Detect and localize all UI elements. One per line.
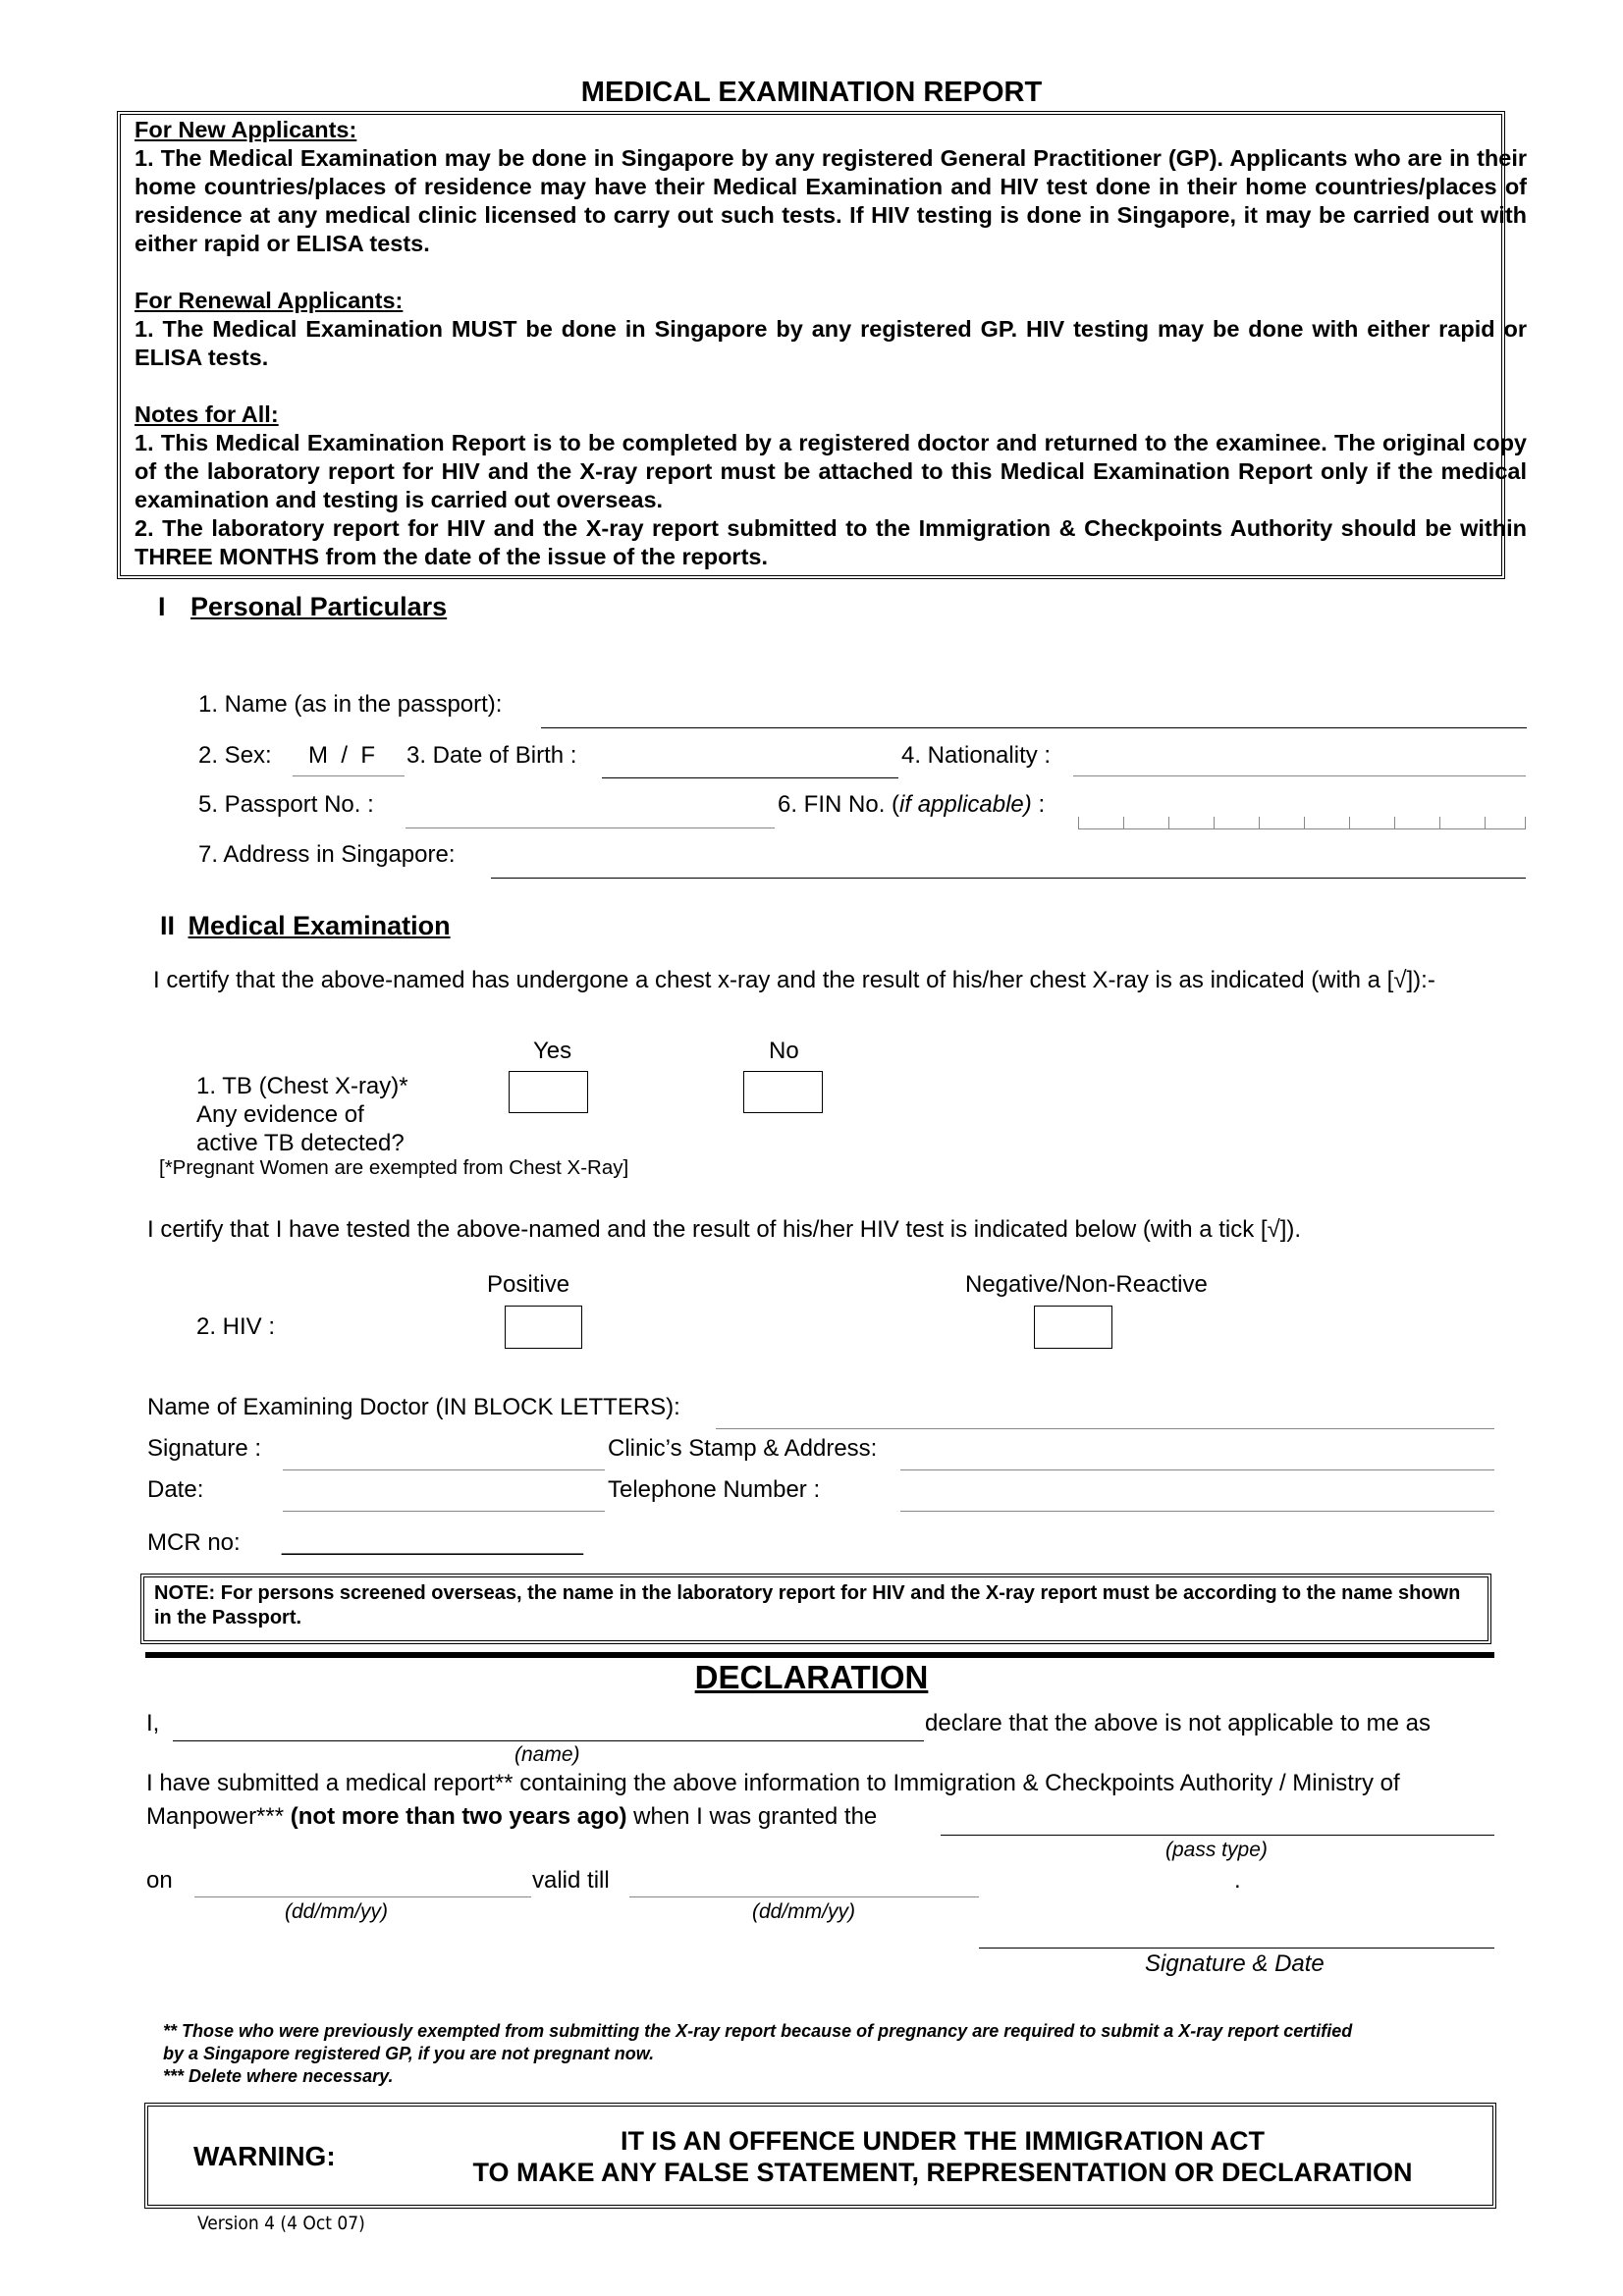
renewal-applicants-heading: For Renewal Applicants: — [135, 288, 404, 313]
negative-label: Negative/Non-Reactive — [965, 1271, 1208, 1298]
warning-text — [432, 2125, 1453, 2188]
telephone-label: Telephone Number : — [608, 1476, 821, 1503]
hiv-positive-checkbox[interactable] — [505, 1306, 582, 1349]
section-1-title: Personal Particulars — [190, 592, 448, 621]
positive-label: Positive — [487, 1271, 570, 1298]
section-1-heading — [158, 592, 447, 622]
telephone-field[interactable] — [900, 1511, 1494, 1512]
page-title: MEDICAL EXAMINATION REPORT — [580, 77, 1043, 108]
section-2-heading — [160, 911, 451, 941]
tb-label-line1: 1. TB (Chest X-ray)* — [196, 1073, 408, 1099]
tb-yes-checkbox[interactable] — [509, 1071, 588, 1113]
warning-line-1: IT IS AN OFFENCE UNDER THE IMMIGRATION ACT — [621, 2126, 1265, 2156]
dob-label: 3. Date of Birth : — [406, 742, 577, 769]
clinic-stamp-label: Clinic’s Stamp & Address: — [608, 1435, 878, 1462]
pregnant-note: [*Pregnant Women are exempted from Chest X-Ray] — [159, 1156, 629, 1179]
notes-text-1: 1. This Medical Examination Report is to be completed by a registered doctor and returned to the examinee. The original copy of the laboratory report for HIV and the X-ray report must be attached to this Medical Examination Report only if the medical examination and testing is carried out overseas. — [135, 430, 1527, 512]
signature-date-label: Signature & Date — [1145, 1950, 1325, 1977]
address-field[interactable] — [491, 878, 1526, 879]
doctor-name-field[interactable] — [716, 1428, 1494, 1429]
instructions-text — [135, 116, 1527, 571]
declaration-heading: DECLARATION — [694, 1659, 929, 1695]
fin-field[interactable] — [1078, 815, 1526, 829]
on-date-hint: (dd/mm/yy) — [285, 1900, 388, 1923]
footnote-line-2: by a Singapore registered GP, if you are not pregnant now. — [163, 2044, 655, 2063]
sex-options[interactable]: M / F — [308, 742, 375, 769]
new-applicants-text: 1. The Medical Examination may be done in Singapore by any registered General Practitioner (GP). Applicants who are in their home countries/places of residence may have their Medical Examination and HIV test done in their home countries/places of residence at any medical clinic licensed to carry out such tests. If HIV testing is done in Singapore, it may be carried out with either rapid or ELISA tests. — [135, 145, 1527, 256]
declare-text: declare that the above is not applicable to me as — [925, 1710, 1431, 1736]
dob-field[interactable] — [602, 777, 898, 778]
hiv-negative-checkbox[interactable] — [1034, 1306, 1112, 1349]
warning-line-2: TO MAKE ANY FALSE STATEMENT, REPRESENTATION OR DECLARATION — [472, 2158, 1413, 2187]
name-field[interactable] — [541, 727, 1527, 728]
nationality-label: 4. Nationality : — [901, 742, 1052, 769]
footnote-line-3: *** Delete where necessary. — [163, 2066, 394, 2086]
nationality-field[interactable] — [1073, 775, 1526, 776]
doctor-name-label: Name of Examining Doctor (IN BLOCK LETTERS): — [147, 1394, 680, 1420]
signature-field[interactable] — [283, 1469, 605, 1470]
new-applicants-heading: For New Applicants: — [135, 117, 357, 142]
pass-type-hint: (pass type) — [1165, 1839, 1268, 1861]
mcr-field[interactable]: _______________________ — [282, 1529, 583, 1556]
submitted-text-1: I have submitted a medical report** containing the above information to Immigration & Checkpoints Authority / Ministry of — [146, 1770, 1400, 1796]
pass-type-field[interactable] — [941, 1835, 1494, 1836]
section-2-title: Medical Examination — [188, 911, 451, 940]
notes-text-2: 2. The laboratory report for HIV and the X-ray report submitted to the Immigration & Checkpoints Authority should be within THREE MONTHS from the date of the issue of the reports. — [135, 515, 1527, 569]
date-field[interactable] — [283, 1511, 605, 1512]
footnotes — [163, 2020, 1518, 2088]
warning-label: WARNING: — [193, 2141, 336, 2171]
section-1-numeral: I — [158, 592, 166, 621]
name-hint: (name) — [514, 1743, 580, 1766]
declarant-name-field[interactable] — [173, 1740, 924, 1741]
tb-label-line2: Any evidence of — [196, 1101, 364, 1128]
period: . — [1234, 1867, 1241, 1894]
on-label: on — [146, 1867, 173, 1894]
mcr-label: MCR no: — [147, 1529, 241, 1556]
submitted-text-2: Manpower*** (not more than two years ago) when I was granted the — [146, 1803, 878, 1830]
section-2-numeral: II — [160, 911, 176, 940]
address-label: 7. Address in Singapore: — [198, 841, 456, 868]
clinic-stamp-field[interactable] — [900, 1469, 1494, 1470]
version-label: Version 4 (4 Oct 07) — [197, 2213, 365, 2234]
tb-label-line3: active TB detected? — [196, 1130, 405, 1156]
tb-no-checkbox[interactable] — [743, 1071, 823, 1113]
sex-field[interactable] — [293, 775, 405, 776]
name-label: 1. Name (as in the passport): — [198, 691, 503, 718]
valid-till-label: valid till — [532, 1867, 610, 1894]
valid-till-hint: (dd/mm/yy) — [752, 1900, 855, 1923]
date-label: Date: — [147, 1476, 204, 1503]
passport-label: 5. Passport No. : — [198, 791, 374, 818]
footnote-line-1: ** Those who were previously exempted from submitting the X-ray report because of pregnancy are required to submit a X-ray report certified — [163, 2021, 1353, 2041]
yes-label: Yes — [533, 1038, 572, 1064]
sex-label: 2. Sex: — [198, 742, 272, 769]
divider — [145, 1652, 1494, 1658]
note-text: NOTE: For persons screened overseas, the name in the laboratory report for HIV and the X-ray report must be according to the name shown in the Passport. — [154, 1582, 1461, 1629]
hiv-certify-text: I certify that I have tested the above-named and the result of his/her HIV test is indicated below (with a tick [√]). — [147, 1216, 1302, 1243]
renewal-applicants-text: 1. The Medical Examination MUST be done in Singapore by any registered GP. HIV testing may be done with either rapid or ELISA tests. — [135, 316, 1527, 370]
notes-heading: Notes for All: — [135, 401, 279, 427]
on-date-field[interactable] — [194, 1896, 531, 1897]
signature-label: Signature : — [147, 1435, 262, 1462]
xray-certify-text: I certify that the above-named has undergone a chest x-ray and the result of his/her chest X-ray is as indicated (with a [√]):- — [153, 967, 1435, 993]
valid-till-field[interactable] — [629, 1896, 979, 1897]
declaration-i-label: I, — [146, 1710, 160, 1736]
fin-label: 6. FIN No. (if applicable) : — [778, 791, 1046, 818]
no-label: No — [769, 1038, 799, 1064]
hiv-label: 2. HIV : — [196, 1313, 276, 1340]
signature-date-field[interactable] — [979, 1948, 1494, 1949]
